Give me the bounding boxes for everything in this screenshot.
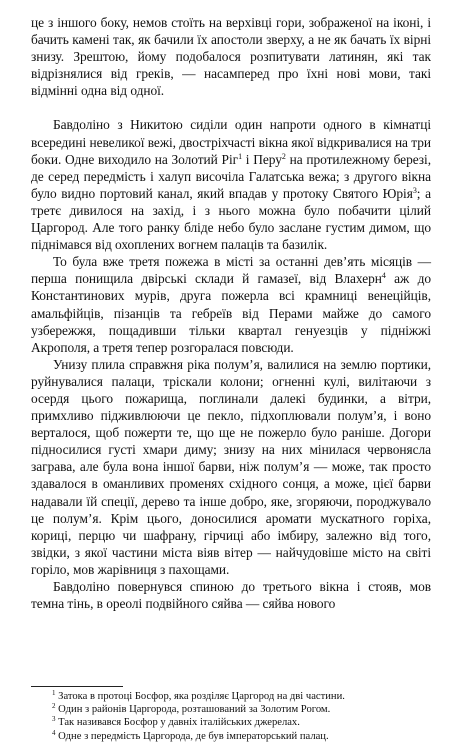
footnote-divider (31, 686, 123, 687)
footnote-ref-3[interactable]: 3 (412, 185, 417, 195)
footnote-1 (52, 690, 432, 703)
footnote-ref-4[interactable]: 4 (381, 271, 386, 281)
paragraph-text: То була вже третя пожежа в місті за останні дев’ять місяців — перша понищила двірські склади й гамазеї, від Влахерн (31, 254, 431, 287)
footnote-number: 1 (52, 689, 56, 697)
paragraph-5 (31, 578, 431, 612)
paragraph-2 (31, 116, 431, 253)
footnote-text: Одне з передмість Царгорода, де був імператорський палац. (55, 730, 329, 742)
paragraph-text: це з іншого боку, немов стоїть на верхівці гори, зображеної на іконі, і бачить камені так, як бачили їх апостоли зверху, а не як бачать їх вірні знизу. Зрештою, йому подобалося розпитувати латинян, які так відрізнялися від греків, — насамперед про їхні нові мови, такі відмінні одна від одної. (31, 15, 431, 99)
paragraph-1 (31, 14, 431, 99)
paragraph-text: і Перу (242, 151, 282, 167)
footnote-text: Один з районів Царгорода, розташований за Золотим Рогом. (55, 704, 331, 716)
footnote-3 (52, 716, 432, 729)
footnote-number: 3 (52, 715, 56, 724)
paragraph-text: Бавдоліно повернувся спиною до третього вікна і стояв, мов темна тінь, в ореолі подвійного сяйва — сяйва нового (31, 579, 431, 612)
footnote-ref-2[interactable]: 2 (281, 151, 286, 161)
footnote-number: 2 (52, 702, 56, 711)
paragraph-3 (31, 253, 431, 356)
paragraph-text: аж до Константинових мурів, друга пожерла всі крамниці венеційців, амальфійців, пізанців та гебреїв від Перами майже до самого узбережжя, пощадивши тільки квартал генуезців у підніжжі Акрополя, а третя тепер розгоралася повсюди. (31, 271, 431, 355)
paragraph-text: Бавдоліно з Никитою сиділи один напроти одного в кімнатці всередині невеликої вежі, двостріхчасті вікна якої відкривалися на три боки. Одне виходило на Золотий Ріг (31, 117, 431, 167)
footnotes (52, 690, 432, 743)
footnote-4 (52, 730, 432, 743)
paragraph-4 (31, 356, 431, 578)
footnote-number: 4 (52, 728, 56, 737)
paragraph-text: Унизу плила справжня ріка полум’я, валилися на землю портики, руйнувалися палаци, тріскали колони; огненні кулі, вилітаючи з осердя цього пожарища, поглинали далекі будинки, а вітри, примхливо підживлюючи це пекло, підхоплювали полум’я, і воно верталося, щоб пожерти те, що ще не пожерло було раніше. Догори підносилися густі хмари диму; знизу на них мінилася червонясла заграва, але була вона іншої барви, ніж полум’я — може, так просто здавалося в оманливих променях східного сонця, а може, цієї барви надавали їй спеції, дерево та інше добро, яке, згоряючи, породжувало це полум’я. Крім цього, доносилися аромати мускатного горіха, кориці, перцю чи шафрану, гірчиці або імбиру, залежно від того, звідки, з якої частини міста віяв вітер — найчудовіше місто на світі горіло, мов жарівниця з пахощами. (31, 356, 431, 577)
footnote-2 (52, 703, 432, 716)
paragraph-text: ; а третє дивилося на захід, і з нього можна було побачити цілий Царгород. Але того ранку бліде небо було заслане густим димом, що піднімався від охоплених вогнем палаців та базилік. (31, 185, 431, 253)
paragraph-text: на протилежному березі, де серед передмість і халуп височіла Галатська вежа; з другого вікна було видно портовий канал, який впадав у протоку Святого Юрія (31, 151, 431, 201)
page-body (31, 14, 431, 612)
footnote-ref-1[interactable]: 1 (238, 151, 243, 161)
footnote-text: Так називався Босфор у давніх італійських джерелах. (55, 717, 300, 729)
footnote-text: Затока в протоці Босфор, яка розділяє Царгород на дві частини. (55, 691, 345, 702)
